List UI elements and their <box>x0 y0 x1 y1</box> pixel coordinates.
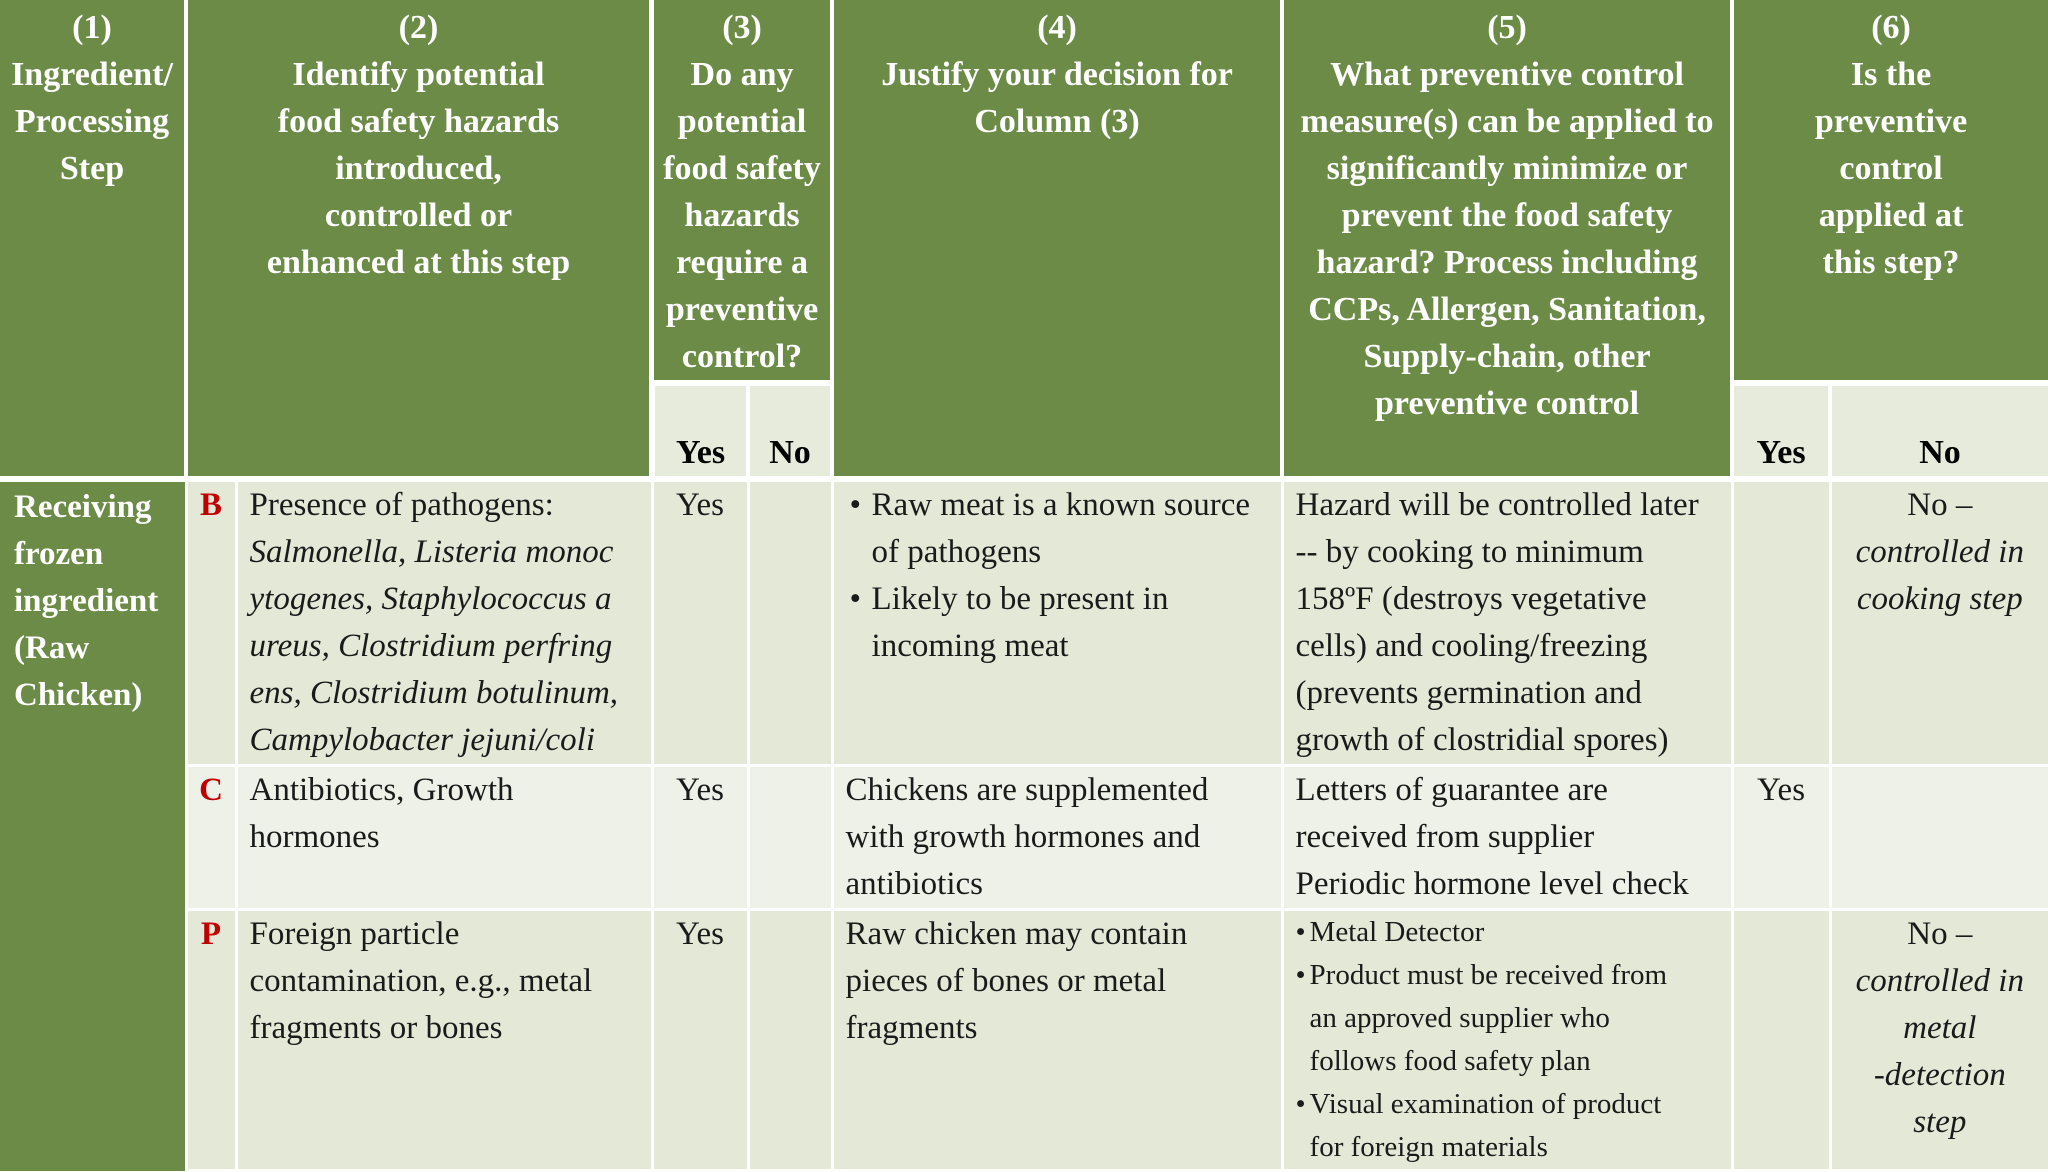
hazard-description: Presence of pathogens: Salmonella, Listeria monoc ytogenes, Staphylococcus a ureus, Clostridium perfring ens, Clostridium botulinum, Campylobacter jejuni/coli <box>236 479 652 766</box>
requires-control-yes: Yes <box>652 479 748 766</box>
applied-no: No – controlled in cooking step <box>1830 479 2048 766</box>
list-item: • Raw meat is a known source of pathogens <box>849 487 1251 570</box>
applied-no: No – controlled in metal -detection step <box>1830 910 2048 1171</box>
preventive-measure: Hazard will be controlled later -- by cooking to minimum 158ºF (destroys vegetative cells) and cooling/freezing (prevents germination and growth of clostridial spores) <box>1282 479 1732 766</box>
requires-control-no <box>748 479 832 766</box>
hazard-type-letter: P <box>186 910 236 1171</box>
table-row <box>0 766 2048 910</box>
table-row <box>0 910 2048 1171</box>
header-col6-yes: Yes <box>1732 383 1830 479</box>
requires-control-yes: Yes <box>652 766 748 910</box>
list-item: • Likely to be present in incoming meat <box>849 581 1169 664</box>
header-row <box>0 0 2048 383</box>
applied-yes: Yes <box>1732 766 1830 910</box>
header-col6: (6) Is the preventive control applied at this step? <box>1732 0 2048 383</box>
header-col5: (5) What preventive control measure(s) can be applied to significantly minimize or prevent the food safety hazard? Process including CCPs, Allergen, Sanitation, Supply-chain, other preventive control <box>1282 0 1732 479</box>
requires-control-no <box>748 910 832 1171</box>
header-col3: (3) Do any potential food safety hazards require a preventive control? <box>652 0 832 383</box>
requires-control-yes: Yes <box>652 910 748 1171</box>
requires-control-no <box>748 766 832 910</box>
list-item: • Metal Detector <box>1295 916 1485 948</box>
list-item: • Visual examination of product for foreign materials <box>1295 1088 1662 1163</box>
hazard-type-letter: C <box>186 766 236 910</box>
list-item: • Product must be received from an approved supplier who follows food safety plan <box>1295 959 1668 1077</box>
preventive-measure: Letters of guarantee are received from supplier Periodic hormone level check <box>1282 766 1732 910</box>
table-row <box>0 479 2048 766</box>
header-col2: (2) Identify potential food safety hazards introduced, controlled or enhanced at this step <box>186 0 652 479</box>
justification <box>832 479 1282 766</box>
applied-yes <box>1732 479 1830 766</box>
applied-yes <box>1732 910 1830 1171</box>
justification: Chickens are supplemented with growth hormones and antibiotics <box>832 766 1282 910</box>
applied-no <box>1830 766 2048 910</box>
hazard-type-letter: B <box>186 479 236 766</box>
header-col6-no: No <box>1830 383 2048 479</box>
justification: Raw chicken may contain pieces of bones or metal fragments <box>832 910 1282 1171</box>
hazard-description: Foreign particle contamination, e.g., metal fragments or bones <box>236 910 652 1171</box>
step-cell: Receiving frozen ingredient (Raw Chicken) <box>0 479 186 1171</box>
hazard-description: Antibiotics, Growth hormones <box>236 766 652 910</box>
header-col3-no: No <box>748 383 832 479</box>
header-col1: (1) Ingredient/ Processing Step <box>0 0 186 479</box>
header-col4: (4) Justify your decision for Column (3) <box>832 0 1282 479</box>
preventive-measure <box>1282 910 1732 1171</box>
header-col3-yes: Yes <box>652 383 748 479</box>
